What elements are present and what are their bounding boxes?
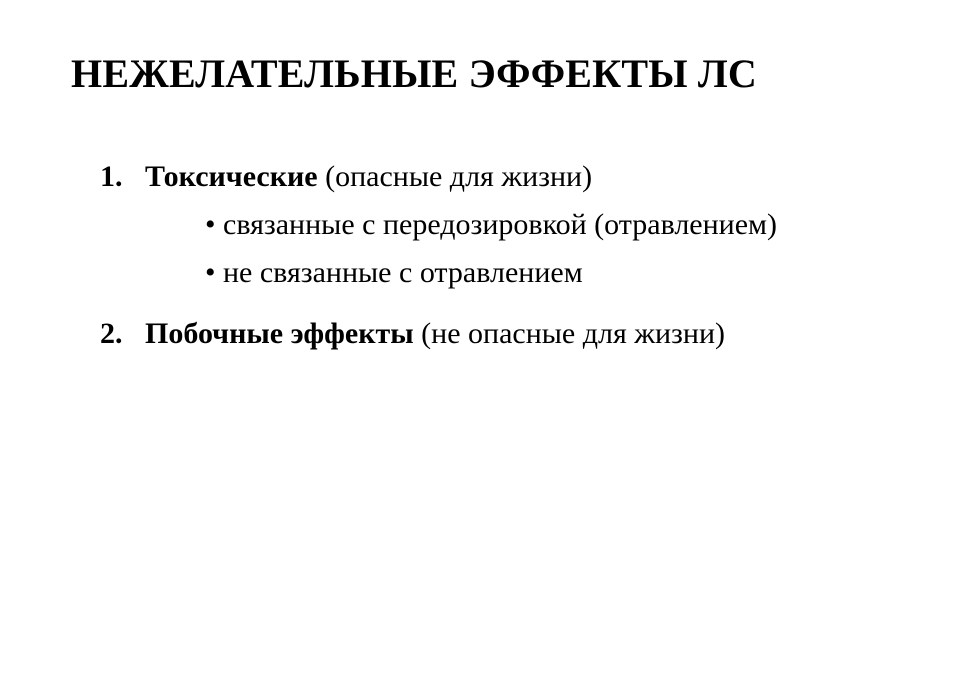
item-note: (опасные для жизни) [317, 160, 593, 193]
bullet-marker: • [205, 256, 216, 289]
item-term: Токсические [145, 160, 318, 193]
list-item-side-effects [100, 316, 725, 352]
sub-item-text: связанные с передозировкой (отравлением) [223, 208, 778, 241]
item-note: (не опасные для жизни) [413, 317, 726, 350]
sub-item-not-poisoning [205, 255, 583, 291]
bullet-marker: • [205, 208, 216, 241]
slide-title: НЕЖЕЛАТЕЛЬНЫЕ ЭФФЕКТЫ ЛС [71, 51, 757, 96]
item-number: 1. [100, 160, 123, 193]
sub-item-overdose [205, 207, 777, 243]
item-number: 2. [100, 317, 123, 350]
sub-item-text: не связанные с отравлением [223, 256, 583, 289]
list-item-toxic [100, 159, 592, 195]
item-term: Побочные эффекты [145, 317, 414, 350]
